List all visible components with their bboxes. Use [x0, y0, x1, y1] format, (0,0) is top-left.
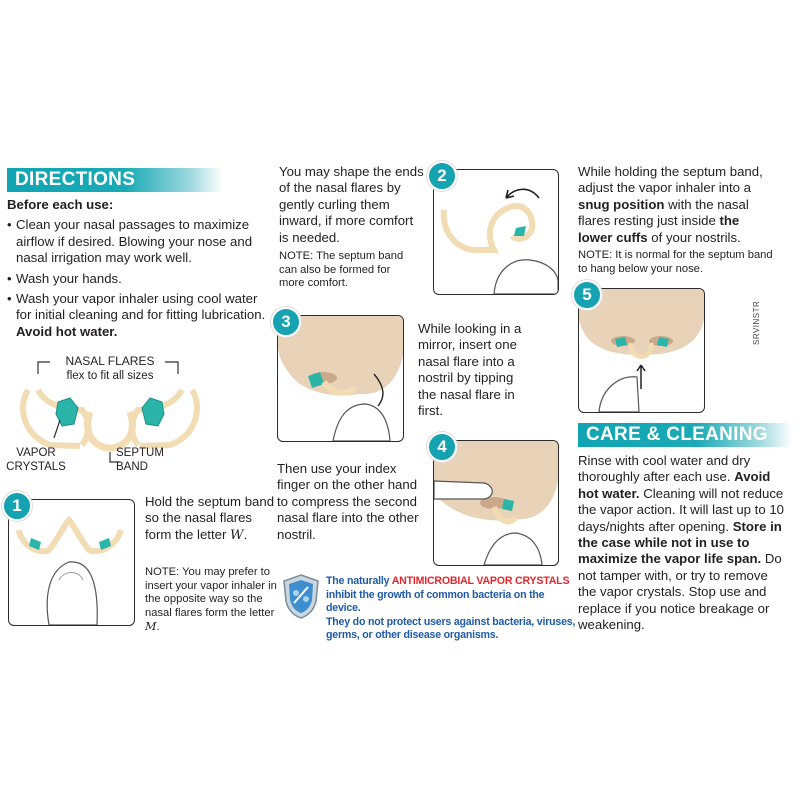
antimicrobial-line3: They do not protect users against bacteria, viruses,: [326, 615, 576, 628]
step3-drawing: [278, 316, 403, 441]
antimicrobial-line1: [326, 575, 576, 589]
septum-band: [88, 412, 133, 448]
shield-icon: [281, 573, 321, 619]
step2-drawing: [434, 170, 558, 294]
right-crystal: [142, 398, 164, 426]
step1-drawing: [9, 500, 134, 625]
flare-pointer-right: [165, 362, 178, 374]
step1-note-letter: M: [145, 620, 157, 634]
directions-block: [7, 197, 275, 340]
step1-note-text: NOTE: You may prefer to insert your vapor inhaler in the opposite way so the nasal flares form the letter: [145, 566, 277, 619]
step4-text: Then use your index finger on the other hand to compress the second nasal flare into the other nostril.: [277, 461, 419, 542]
directions-title: DIRECTIONS: [15, 169, 136, 190]
step2-hand: [494, 260, 558, 294]
step1-note: NOTE: You may prefer to insert your vapor inhaler in the opposite way so the nasal flares form the letter M.: [145, 566, 277, 634]
holding-text: [578, 164, 776, 246]
step4-crystal: [502, 499, 514, 511]
care-t2: Cleaning will not reduce the vapor action. It will last up to 10 days/nights after opening.: [578, 485, 784, 534]
step3-hand: [333, 404, 390, 441]
bullet-clean: • Clean your nasal passages to maximize airflow if desired. Blowing your nose and nasal irrigation may work well.: [7, 217, 275, 266]
step5-badge: 5: [572, 280, 602, 310]
crystal-pointer: [54, 420, 60, 438]
bullet-wash-hands: • Wash your hands.: [7, 271, 275, 287]
antimicrobial-line4: germs, or other disease organisms.: [326, 629, 499, 641]
shape-text: You may shape the ends of the nasal flares by gently curling them inward, if more comfort is needed.: [279, 164, 424, 245]
step5-drawing: [579, 289, 704, 412]
holding-snug: snug position: [578, 196, 665, 212]
care-t1: Rinse with cool water and dry thoroughly after each use.: [578, 453, 751, 485]
step1-illustration: [8, 499, 135, 626]
antimicrobial-line2: inhibit the growth of common bacteria on the device.: [326, 588, 545, 614]
shape-note: NOTE: The septum band can also be formed for more comfort.: [279, 250, 404, 290]
step1-finger: [47, 562, 97, 625]
step4-finger: [434, 481, 492, 499]
directions-header: [7, 168, 223, 192]
step5-illustration: [578, 288, 705, 413]
care-title: CARE & CLEANING: [586, 424, 768, 445]
before-each-use: Before each use:: [7, 197, 114, 212]
side-code: SRVINSTR: [752, 300, 761, 345]
step4-illustration: [433, 440, 559, 566]
step4-drawing: [434, 441, 558, 565]
holding-cuffs: the lower cuffs: [578, 213, 740, 245]
holding-t2: with the nasal flares resting just inside: [578, 196, 749, 229]
crystals-label: CRYSTALS: [6, 461, 66, 473]
step2-crystal: [514, 226, 526, 236]
step2-illustration: [433, 169, 559, 295]
flex-label: flex to fit all sizes: [66, 370, 154, 382]
band-label: BAND: [116, 461, 148, 473]
step1-main: Hold the septum band so the nasal flares form the letter: [145, 494, 275, 542]
step1-letter: W: [230, 527, 244, 543]
flare-pointer-left: [38, 362, 50, 374]
step5-hand: [599, 377, 639, 412]
step4-badge: 4: [427, 432, 457, 462]
care-store: Store in the case while not in use to maximize the vapor life span.: [578, 518, 782, 567]
holding-t3: of your nostrils.: [647, 229, 741, 245]
step4-hand: [484, 533, 542, 565]
septum-band-label: [116, 446, 186, 474]
step2-flare: [444, 210, 504, 250]
avoid-hot-water-bold: Avoid hot water.: [16, 323, 118, 339]
vapor-label: VAPOR: [16, 447, 56, 459]
care-header: [578, 423, 792, 447]
antimicrobial-pre: The naturally: [326, 575, 392, 587]
step1-badge: 1: [2, 491, 32, 521]
care-text: [578, 453, 788, 633]
septum-label: SEPTUM: [116, 447, 164, 459]
step2-badge: 2: [427, 161, 457, 191]
bullet-wash-inhaler: [7, 291, 275, 340]
step1-text: Hold the septum band so the nasal flares form the letter W.: [145, 494, 275, 543]
holding-t1: While holding the septum band, adjust the vapor inhaler into a: [578, 164, 763, 196]
care-t3: Do not tamper with, or try to remove the vapor crystals. Stop use and replace if you notice breakage or weakening.: [578, 551, 782, 633]
antimicrobial-text: [326, 575, 576, 643]
antimicrobial-emph: ANTIMICROBIAL VAPOR CRYSTALS: [391, 575, 570, 587]
step5-arrow: [637, 365, 645, 389]
step3-illustration: [277, 315, 404, 442]
nasal-flares-label: NASAL FLARES: [65, 354, 155, 368]
bullet-wash-inhaler-text: Wash your vapor inhaler using cool water for initial cleaning and for fitting lubrication.: [16, 291, 266, 323]
holding-note: NOTE: It is normal for the septum band to hang below your nose.: [578, 249, 773, 275]
step3-text: While looking in a mirror, insert one nasal flare into a nostril by tipping the nasal flare in first.: [418, 321, 522, 419]
vapor-crystals-label: [2, 446, 70, 474]
care-hot-water: Avoid hot water.: [578, 469, 771, 501]
step3-badge: 3: [271, 307, 301, 337]
